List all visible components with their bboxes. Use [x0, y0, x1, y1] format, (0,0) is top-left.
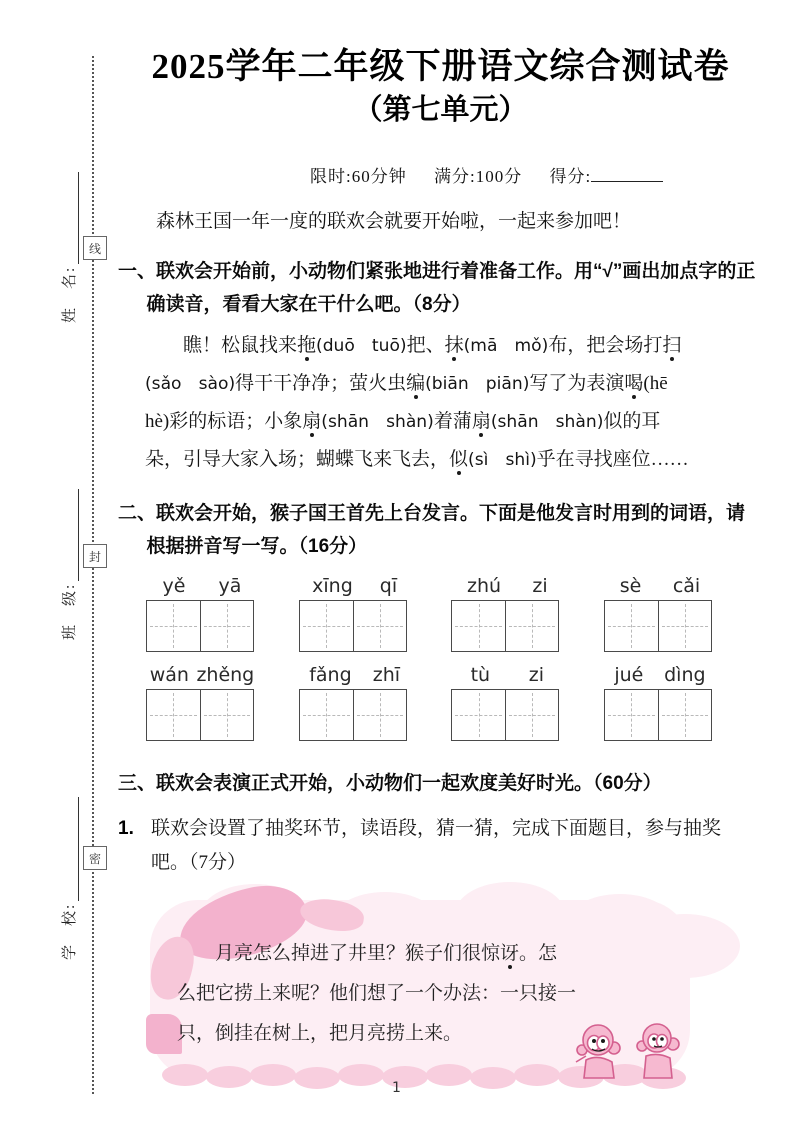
class-label: 班 级:	[62, 582, 78, 640]
pinyin-label: jué dìng	[614, 664, 706, 686]
student-name-field	[55, 133, 79, 323]
writing-grid[interactable]	[604, 689, 712, 741]
section-three-heading: 三、联欢会表演正式开始，小动物们一起欢度美好时光。（60分）	[118, 773, 662, 794]
writing-grid[interactable]	[146, 689, 254, 741]
time-limit-label: 限时:60分钟	[310, 167, 407, 186]
seal-char-box-feng	[83, 544, 107, 568]
page-number: 1	[392, 1080, 401, 1096]
text-line: hè)彩的标语；小象扇(shān shàn)着蒲扇(shān shàn)似的耳	[145, 411, 661, 432]
pinyin-word-block	[146, 664, 258, 741]
pinyin-label: yě yā	[162, 575, 242, 597]
section-one-passage	[145, 327, 763, 479]
reading-quote-box	[150, 900, 690, 1078]
text-line: 月亮怎么掉进了井里？猴子们很惊讶。怎	[215, 943, 558, 964]
text-line: 联欢会设置了抽奖环节，读语段，猜一猜，完成下面题目，参与抽奖	[151, 818, 722, 839]
seal-char: 线	[88, 241, 101, 256]
pinyin-grid-row	[146, 575, 716, 652]
pinyin-label: sè cǎi	[619, 575, 701, 597]
pinyin-word-block	[451, 664, 563, 741]
seal-dotted-line	[92, 56, 94, 1094]
writing-grid[interactable]	[146, 600, 254, 652]
pinyin-label: wán zhěng	[149, 664, 255, 686]
text-line: 朵，引导大家入场；蝴蝶飞来飞去，似(sì shì)乎在寻找座位……	[145, 449, 689, 470]
question-1-number: 1.	[118, 818, 134, 839]
seal-char: 封	[88, 549, 101, 564]
seal-char: 密	[88, 851, 101, 866]
pinyin-word-block	[604, 664, 716, 741]
exam-info-line	[310, 162, 763, 187]
text-line: 瞧！松鼠找来拖(duō tuō)把、抹(mā mǒ)布，把会场打扫	[183, 335, 682, 356]
section-one-heading: 一、联欢会开始前，小动物们紧张地进行着准备工作。用“√”画出加点字的正确读音，看看大家在干什么吧。（8分）	[118, 261, 756, 315]
paper-content	[118, 0, 763, 1118]
monkeys-illustration	[570, 1012, 682, 1082]
text-line: 只，倒挂在树上，把月亮捞上来。	[177, 1023, 463, 1044]
intro-sentence: 森林王国一年一度的联欢会就要开始啦，一起来参加吧！	[156, 211, 632, 232]
name-blank[interactable]	[76, 172, 79, 264]
paper-subtitle: （第七单元）	[353, 94, 528, 126]
pinyin-writing-area	[146, 575, 716, 741]
writing-grid[interactable]	[451, 600, 559, 652]
score-label: 得分:	[549, 167, 592, 186]
pinyin-label: xīng qī	[312, 575, 398, 597]
school-blank[interactable]	[76, 797, 79, 901]
paper-title: 2025学年二年级下册语文综合测试卷	[151, 47, 730, 86]
writing-grid[interactable]	[299, 689, 407, 741]
text-line: (sǎo sào)得干干净净；萤火虫编(biān piān)写了为表演喝(hē	[145, 373, 668, 394]
section-two-heading: 二、联欢会开始，猴子国王首先上台发言。下面是他发言时用到的词语，请根据拼音写一写。（16分）	[118, 503, 746, 557]
pinyin-word-block	[451, 575, 563, 652]
student-class-field	[55, 450, 79, 640]
text-line: 么把它捞上来呢？他们想了一个办法：一只接一	[177, 983, 577, 1004]
name-label: 姓 名:	[62, 265, 78, 323]
text-line: 吧。（7分）	[151, 852, 247, 873]
full-score-label: 满分:100分	[433, 167, 523, 186]
writing-grid[interactable]	[299, 600, 407, 652]
pinyin-grid-row	[146, 664, 716, 741]
pinyin-word-block	[604, 575, 716, 652]
writing-grid[interactable]	[604, 600, 712, 652]
seal-char-box-xian	[83, 236, 107, 260]
writing-grid[interactable]	[451, 689, 559, 741]
question-1-text	[151, 812, 721, 880]
pinyin-word-block	[146, 575, 258, 652]
pinyin-label: fǎng zhī	[309, 664, 401, 686]
school-label: 学 校:	[62, 902, 78, 960]
question-1	[118, 812, 763, 880]
seal-char-box-mi	[83, 846, 107, 870]
score-blank[interactable]	[591, 164, 663, 182]
pinyin-label: zhú zi	[466, 575, 548, 597]
student-school-field	[55, 750, 79, 960]
pinyin-word-block	[299, 575, 411, 652]
pinyin-label: tù zi	[470, 664, 544, 686]
class-blank[interactable]	[76, 489, 79, 581]
pinyin-word-block	[299, 664, 411, 741]
